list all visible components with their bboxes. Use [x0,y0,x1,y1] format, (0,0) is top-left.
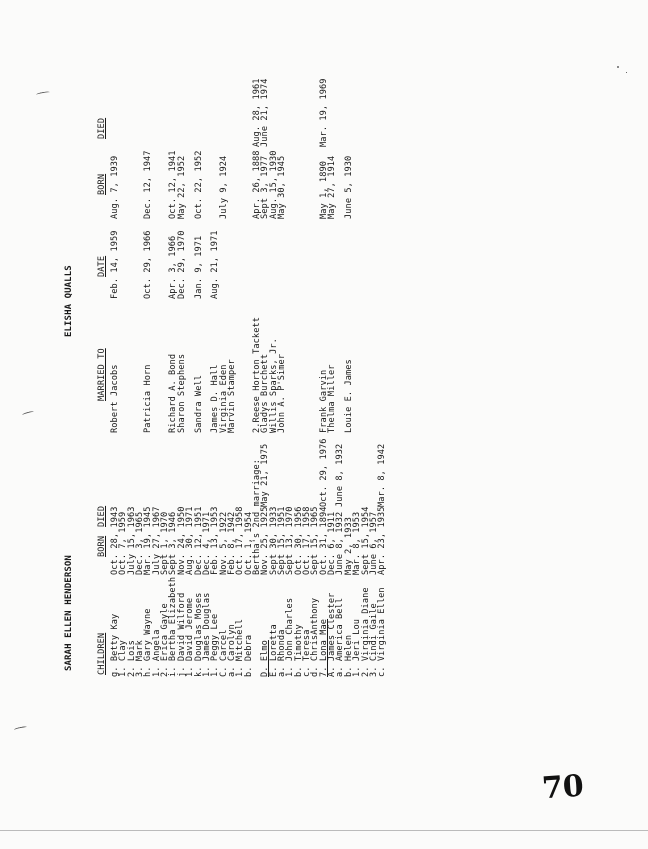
child-born: Aug. 30, 1971 [185,506,196,575]
married-to: Frank Garvin [318,369,329,433]
married-to: Sandra Well [193,374,204,433]
spouse-died-header: DIED [97,117,107,139]
child-name: 1. John Charles [285,597,296,677]
child-born: Oct. 31, 1894 [318,506,329,575]
died-header: DIED [97,505,107,527]
spouse-born: Apr. 26, 1888 [251,150,262,219]
child-name: A. James Clester [327,592,338,677]
child-born: Oct. 17, 1958 [235,506,246,575]
child-name: 2. Erica Gayle [160,603,171,677]
marriage-date: Oct. 29, 1966 [143,230,154,299]
married-to: Gladys Burchett [260,353,271,433]
married-to: Willis Sparks, Jr. [268,338,279,433]
married-to: Robert Jacobs [110,364,120,433]
spouse-died: Mar. 19, 1969 [318,78,329,147]
child-born: Feb. 13, 1953 [210,506,221,575]
child-born: Sept 15, 1951 [277,506,287,575]
spouse-born: Oct. 12, 1941 [168,150,179,219]
married-to: Sharon Stephens [176,353,187,433]
child-name: C. Carcel [218,629,229,677]
child-name: a. Carolyn [226,624,237,677]
spouse-born: Aug. 15, 1930 [268,150,279,219]
child-name: j. David Wilford [176,592,187,677]
married-to: Virginia Eden [218,364,229,433]
child-name: 3. Mark [135,640,146,677]
child-born: Oct. 1, 1954 [243,511,254,575]
married-to: Louie E. James [343,359,354,433]
child-name: 1. Peggy Lee [210,613,221,677]
pencil-mark-lower [14,726,27,732]
child-born: May 2, 1933 [343,516,354,575]
spouse-born: Sept 3, 1977 [260,155,271,219]
marriage-date: Apr. 3, 1966 [168,235,179,299]
spouse-born: May 30, 1945 [277,155,287,219]
child-born: Sept 15, 1954 [360,506,371,575]
child-born: Sept 13, 1970 [285,506,296,575]
right-heading: ELISHA QUALLS [64,265,74,337]
marriage-date: Feb. 14, 1959 [110,230,120,299]
child-born: Sept 15, 1965 [310,506,321,575]
page-number: 70 [540,768,585,807]
bottom-edge-line [0,830,648,831]
child-born: Sept 30, 1933 [268,506,279,575]
spouse-born: July 9, 1924 [218,155,229,219]
child-born: Dec. 3, 1965 [135,511,146,575]
child-name: 2. Lois [126,640,137,677]
married-to: Marvin Stamper [226,359,237,433]
married-to: John A. P'Simer [277,353,287,433]
child-name: E. Loretta [268,624,279,677]
child-born: Dec. 4, 1971 [201,511,212,575]
child-born: July 27, 1967 [151,506,162,575]
child-name: b. Helen [343,634,354,677]
spouse-born: Oct. 22, 1952 [193,150,204,219]
pencil-mark-middle [22,410,34,416]
married-to-header: MARRIED TO [97,348,107,401]
spouse-born: May 1, 1890 [318,160,329,219]
child-born: Dec. 6, 1911 [327,511,338,575]
spouse-born: May 22, 1952 [176,155,187,219]
child-born: Nov. 25, 1925 [260,506,271,575]
child-name: k. Douglas Moses [193,592,204,677]
spouse-died: June 21, 1974 [260,78,271,147]
child-name: 3. Cindi Gaile [368,603,379,677]
married-to: Patricia Horn [143,364,154,433]
date-header: DATE [97,255,107,277]
child-born: June 6, 1957 [368,511,379,575]
spouse-died: Aug. 28, 1961 [251,78,262,147]
speck-dot [617,66,619,68]
spouse-born: Aug. 7, 1939 [110,155,120,219]
marriage-date: Aug. 21, 1971 [210,230,221,299]
married-to: Richard A. Bond [168,353,179,433]
child-born: July 15, 1963 [126,506,137,575]
child-born: June 8, 1932 [335,511,346,575]
child-name: h. Gary Wayne [143,608,154,677]
marriage-date: Dec. 29, 1970 [176,230,187,299]
child-name: 7. Lona Mae [318,618,329,677]
spouse-born: Dec. 12, 1947 [143,150,154,219]
child-died: Oct. 29, 1976 [318,438,329,507]
marriage-date: Jan. 9, 1971 [193,235,204,299]
child-name: c. Virginia Ellen [377,587,388,677]
child-died: May 21, 1975 [260,443,271,507]
child-name: 1. Angela [151,629,162,677]
child-died: Mar. 8, 1942 [377,443,388,507]
child-name: g. Betty Kay [110,613,120,677]
child-born: Nov. 5, 1922 [218,511,229,575]
child-name: 1. David Jerome [185,597,196,677]
child-born: Mar. 8, 1953 [352,511,363,575]
rotated-text-block [64,65,388,677]
child-name: b. Debra [243,634,254,677]
child-name: c. Teresa [302,629,313,677]
child-name: b. Timothy [293,624,304,677]
child-name: d. ChrisAnthony [310,597,321,677]
spouse-born: May 27, 1914 [327,155,338,219]
left-heading: SARAH ELLEN HENDERSON [64,555,74,671]
child-born: Oct. 17, 1958 [302,506,313,575]
pencil-mark-top [36,91,50,96]
spouse-born-header: BORN [97,173,107,195]
child-born: Oct. 30, 1956 [293,506,304,575]
spouse-born: June 5, 1930 [343,155,354,219]
child-born: Nov. 24, 1950 [176,506,187,575]
born-header: BORN [97,535,107,557]
child-born: Sept 1, 1970 [160,511,171,575]
child-name: i. Bertha Elizabeth [168,576,179,677]
children-header: CHILDREN [97,632,107,675]
child-name: 1. Jeri Lou [352,618,363,677]
married-to: Thelma Miller [327,364,338,433]
married-to: James D. Hall [210,364,221,433]
child-died: June 8, 1932 [335,443,346,507]
child-name: D. Elmo [260,640,271,677]
child-name: 1. James Douglas [201,592,212,677]
child-name: a. Rhonda [277,629,287,677]
child-born: Mar. 19, 1945 [143,506,154,575]
child-name: 1. Clay [118,640,129,677]
child-born: Feb. 8, 1942 [226,511,237,575]
child-born: Oct. 28, 1943 [110,506,120,575]
child-born: Oct. 7, 1959 [118,511,129,575]
child-name: 1. Mitchell [235,618,246,677]
child-born: Bertha's 2nd marriage: [251,458,262,575]
child-name: 2. Virginia Diane [360,587,371,677]
child-born: Apr. 23, 1935 [377,506,388,575]
child-born: Dec. 12, 1951 [193,506,204,575]
speck-dot [626,72,627,73]
child-name: a. America Bell [335,597,346,677]
child-born: Sept 3, 1946 [168,511,179,575]
married-to: 2.Reese Horton Tackett [251,316,262,433]
